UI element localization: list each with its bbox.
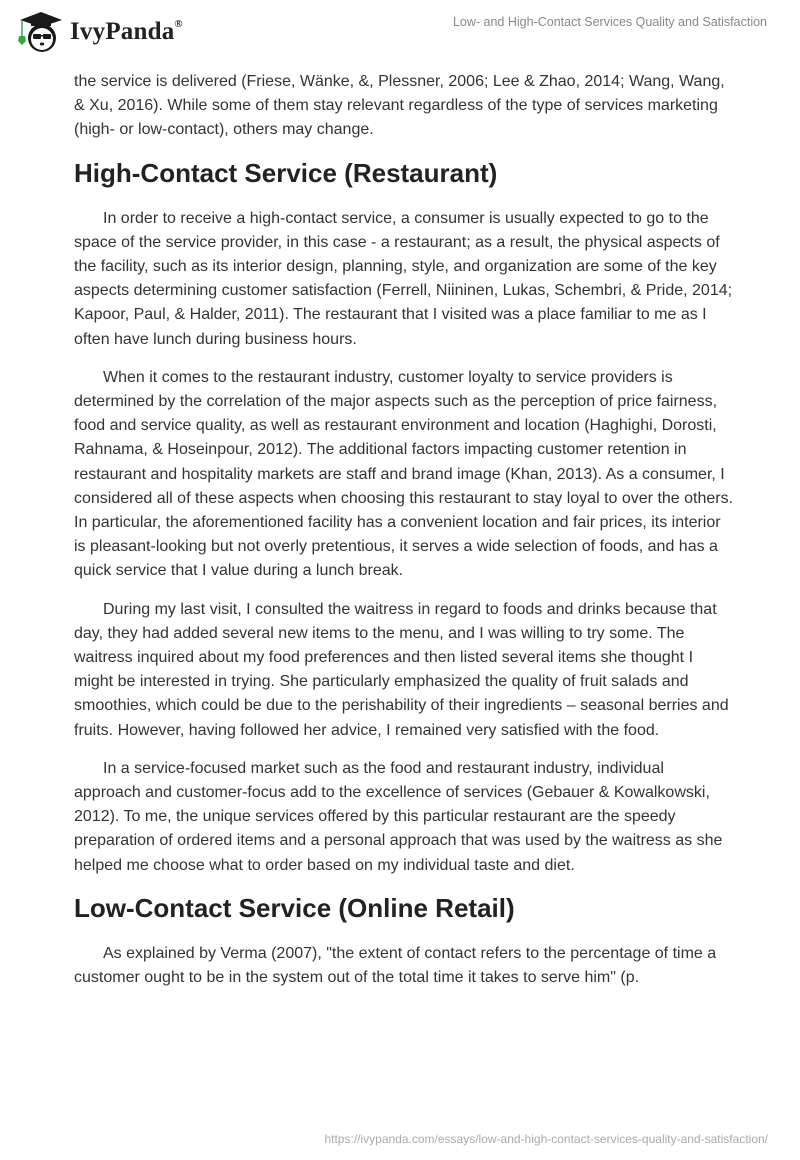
- panda-graduate-icon: [18, 10, 64, 54]
- paragraph: In a service-focused market such as the food and restaurant industry, individual approach and customer-focus add to the excellence of services (Gebauer & Kowalkowski, 2012). To me, the unique services offered by this particular restaurant are the speedy preparation of ordered items and a personal approach that was used by the waitress as she helped me choose what to order based on my individual taste and diet.: [74, 759, 723, 874]
- essay-content: [74, 70, 734, 1004]
- section-heading-low-contact: Low-Contact Service (Online Retail): [74, 892, 515, 923]
- paragraph: When it comes to the restaurant industry, customer loyalty to service providers is determined by the correlation of the major aspects such as the perception of price fairness, food and service quality, as well as restaurant environment and location (Haghighi, Dorosti, Rahnama, & Hoseinpour, 2012). The additional factors impacting customer retention in restaurant and hospitality markets are staff and brand image (Khan, 2013). As a consumer, I considered all of these aspects when choosing this restaurant to stay loyal to over the others. In particular, the aforementioned facility has a convenient location and fair prices, its interior is pleasant-looking but not overly pretentious, it serves a wide selection of foods, and has a quick service that I value during a lunch break.: [74, 368, 734, 580]
- site-logo[interactable]: [18, 10, 183, 54]
- page-header: [0, 0, 800, 60]
- section-heading-high-contact: High-Contact Service (Restaurant): [74, 157, 498, 188]
- document-title: Low- and High-Contact Services Quality and Satisfaction: [452, 15, 767, 29]
- paragraph: As explained by Verma (2007), "the extent of contact refers to the percentage of time a customer ought to be in the system out of the total time it takes to serve him" (p.: [74, 944, 717, 987]
- logo-wordmark: IvyPanda®: [70, 17, 183, 45]
- intro-paragraph: the service is delivered (Friese, Wänke, &, Plessner, 2006; Lee & Zhao, 2014; Wang, Wang, & Xu, 2016). While some of them stay relevant regardless of the type of services marketing (high- or low-contact), others may change.: [74, 73, 725, 139]
- paragraph: During my last visit, I consulted the waitress in regard to foods and drinks because that day, they had added several new items to the menu, and I was willing to try some. The waitress inquired about my food preferences and then listed several items she thought I might be interested in trying. She particularly emphasized the quality of fruit salads and smoothies, which could be due to the perishability of their ingredients – seasonal berries and fruits. However, having followed her advice, I remained very satisfied with the food.: [74, 600, 729, 739]
- source-url-link[interactable]: https://ivypanda.com/essays/low-and-high-contact-services-quality-and-satisfaction/: [324, 1132, 768, 1146]
- paragraph: In order to receive a high-contact service, a consumer is usually expected to go to the space of the service provider, in this case - a restaurant; as a result, the physical aspects of the facility, such as its interior design, planning, style, and organization are some of the key aspects determining customer satisfaction (Ferrell, Niininen, Lukas, Schembri, & Pride, 2014; Kapoor, Paul, & Halder, 2011). The restaurant that I visited was a place familiar to me as I often have lunch during business hours.: [74, 209, 733, 348]
